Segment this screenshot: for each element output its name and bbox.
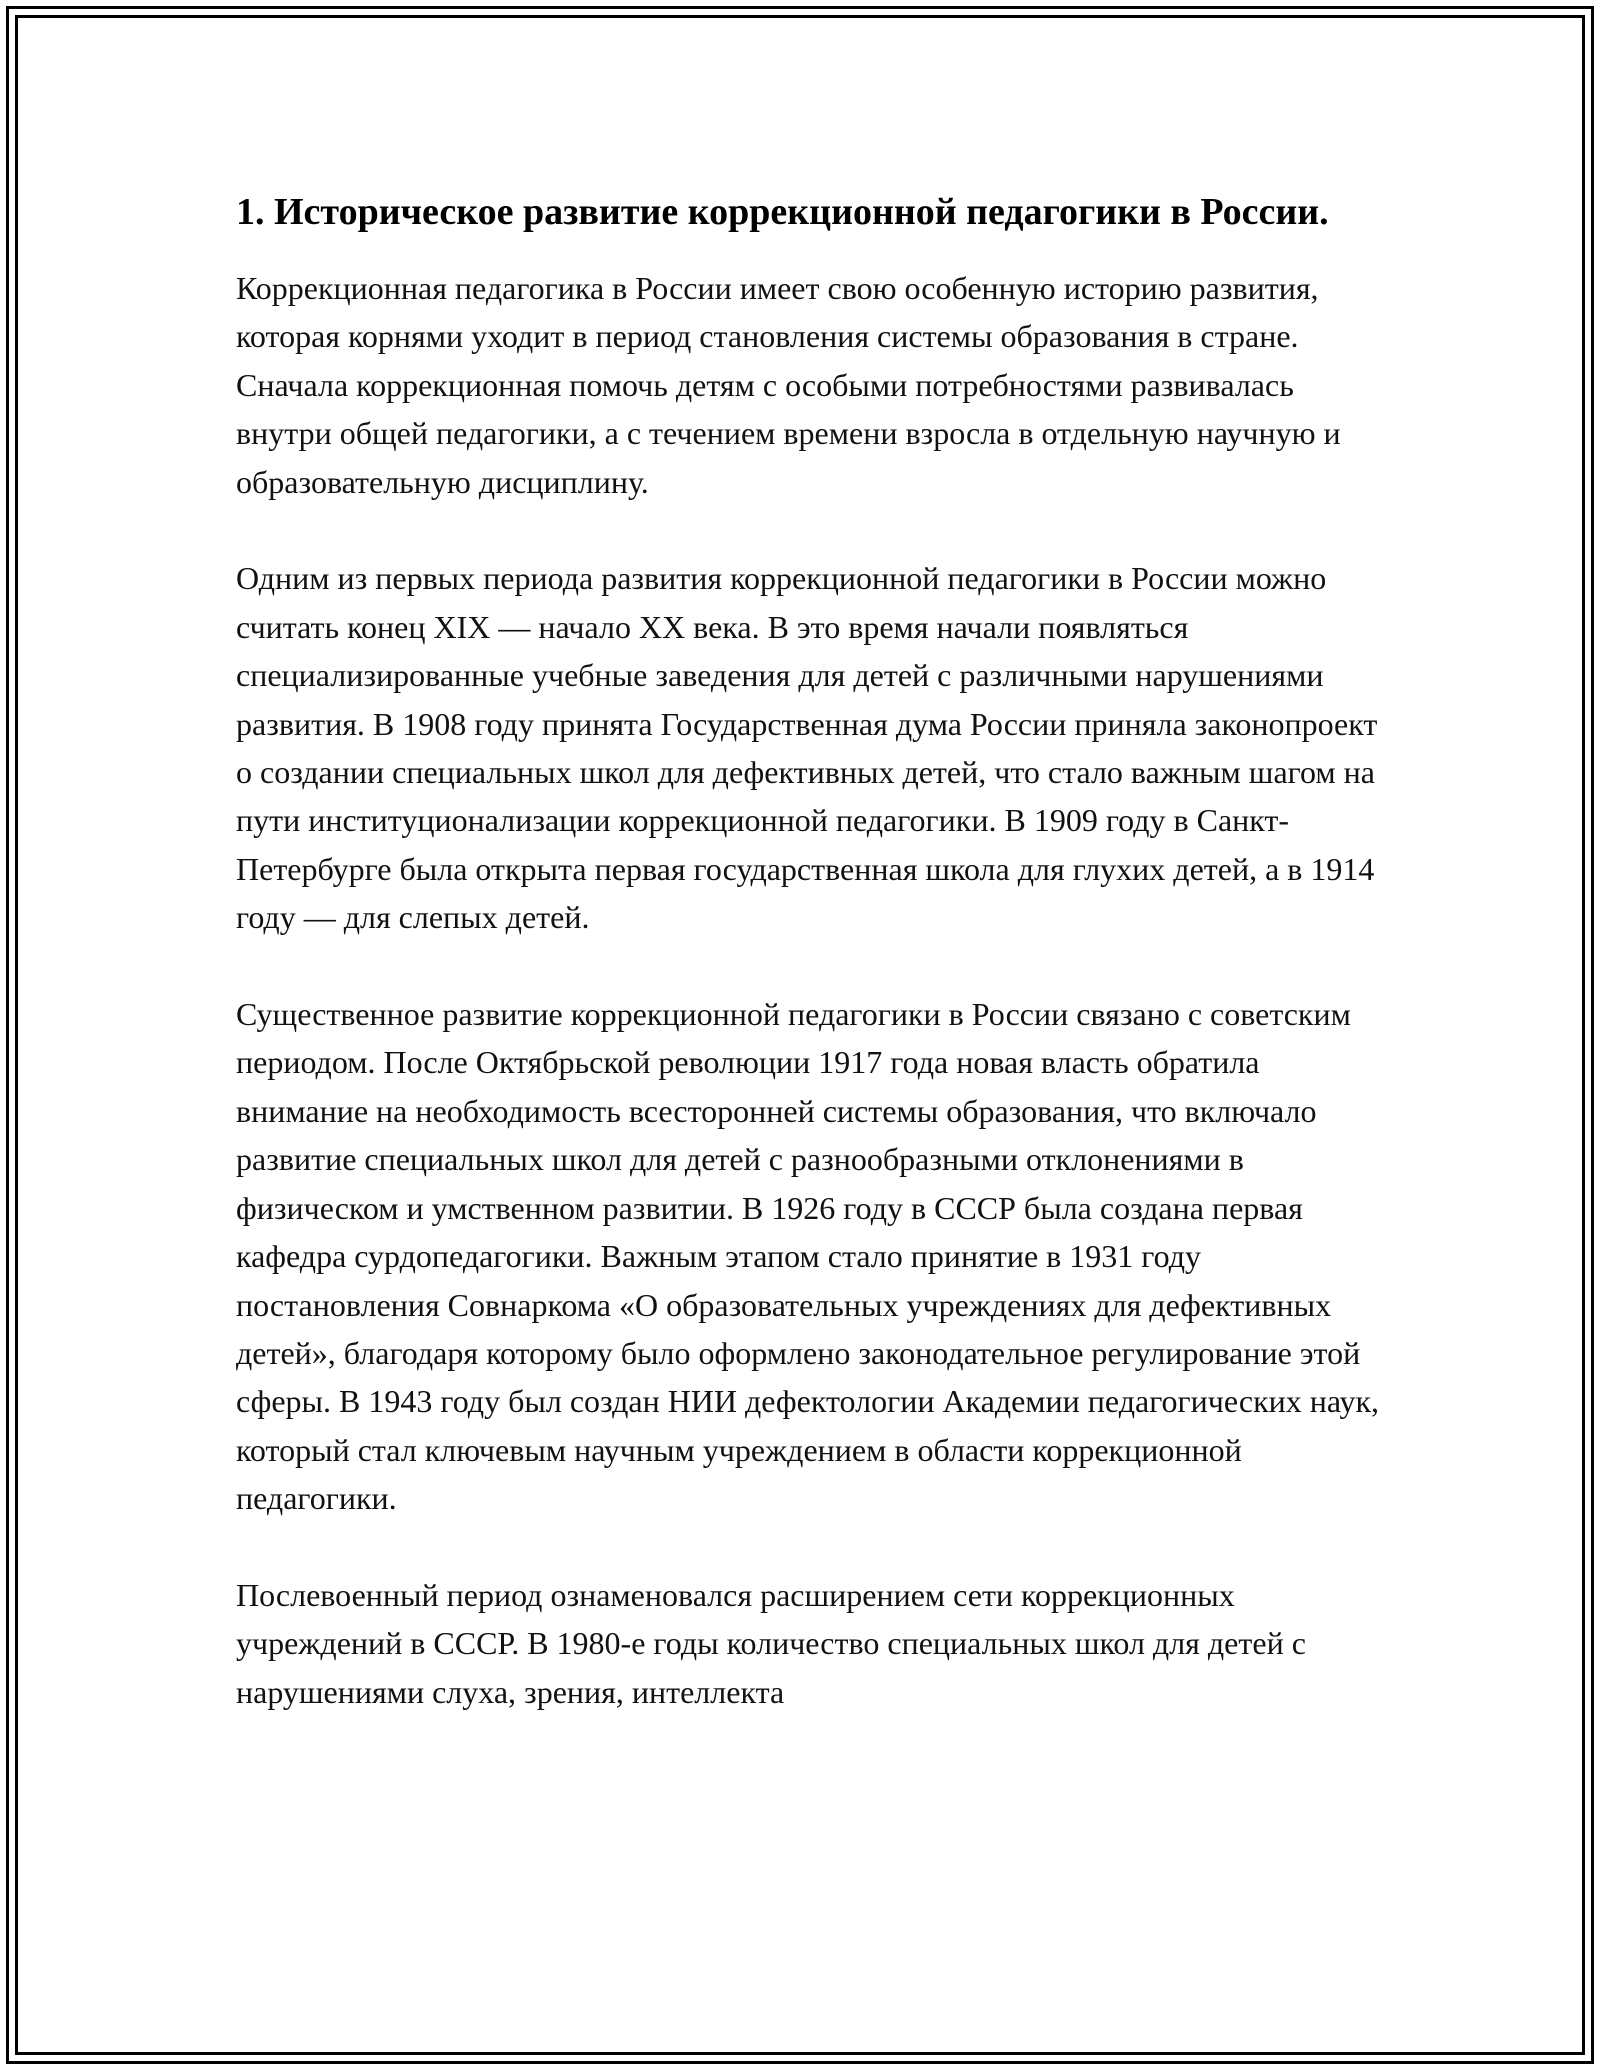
document-title: 1. Историческое развитие коррекционной педагогики в России. <box>236 191 1329 233</box>
paragraph-early-period: Одним из первых периода развития коррекционной педагогики в России можно считать конец XIX — начало XX века. В это время начали появляться специализированные учебные заведения для детей с различными нарушениями развития. В 1908 году принята Государственная дума России приняла законопроект о создании специальных школ для дефективных детей, что стало важным шагом на пути институционализации коррекционной педагогики. В 1909 году в Санкт-Петербурге была открыта первая государственная школа для глухих детей, а в 1914 году — для слепых детей. <box>236 560 1378 936</box>
paragraph-introduction: Коррекционная педагогика в России имеет свою особенную историю развития, которая корнями уходит в период становления системы образования в стране. Сначала коррекционная помочь детям с особыми потребностями развивалась внутри общей педагогики, а с течением времени взросла в отдельную научную и образовательную дисциплину. <box>236 270 1341 500</box>
paragraph-postwar-period: Послевоенный период ознаменовался расширением сети коррекционных учреждений в СССР. В 1980-е годы количество специальных школ для детей с нарушениями слуха, зрения, интеллекта <box>236 1576 1306 1710</box>
paragraph-soviet-period: Существенное развитие коррекционной педагогики в России связано с советским периодом. После Октябрьской революции 1917 года новая власть обратила внимание на необходимость всесторонней системы образования, что включало развитие специальных школ для детей с разнообразными отклонениями в физическом и умственном развитии. В 1926 году в СССР была создана первая кафедра сурдопедагогики. Важным этапом стало принятие в 1931 году постановления Совнаркома «О образовательных учреждениях для дефективных детей», благодаря которому было оформлено законодательное регулирование этой сферы. В 1943 году был создан НИИ дефектологии Академии педагогических наук, который стал ключевым научным учреждением в области коррекционной педагогики. <box>236 996 1379 1517</box>
document-body <box>236 184 1386 1765</box>
